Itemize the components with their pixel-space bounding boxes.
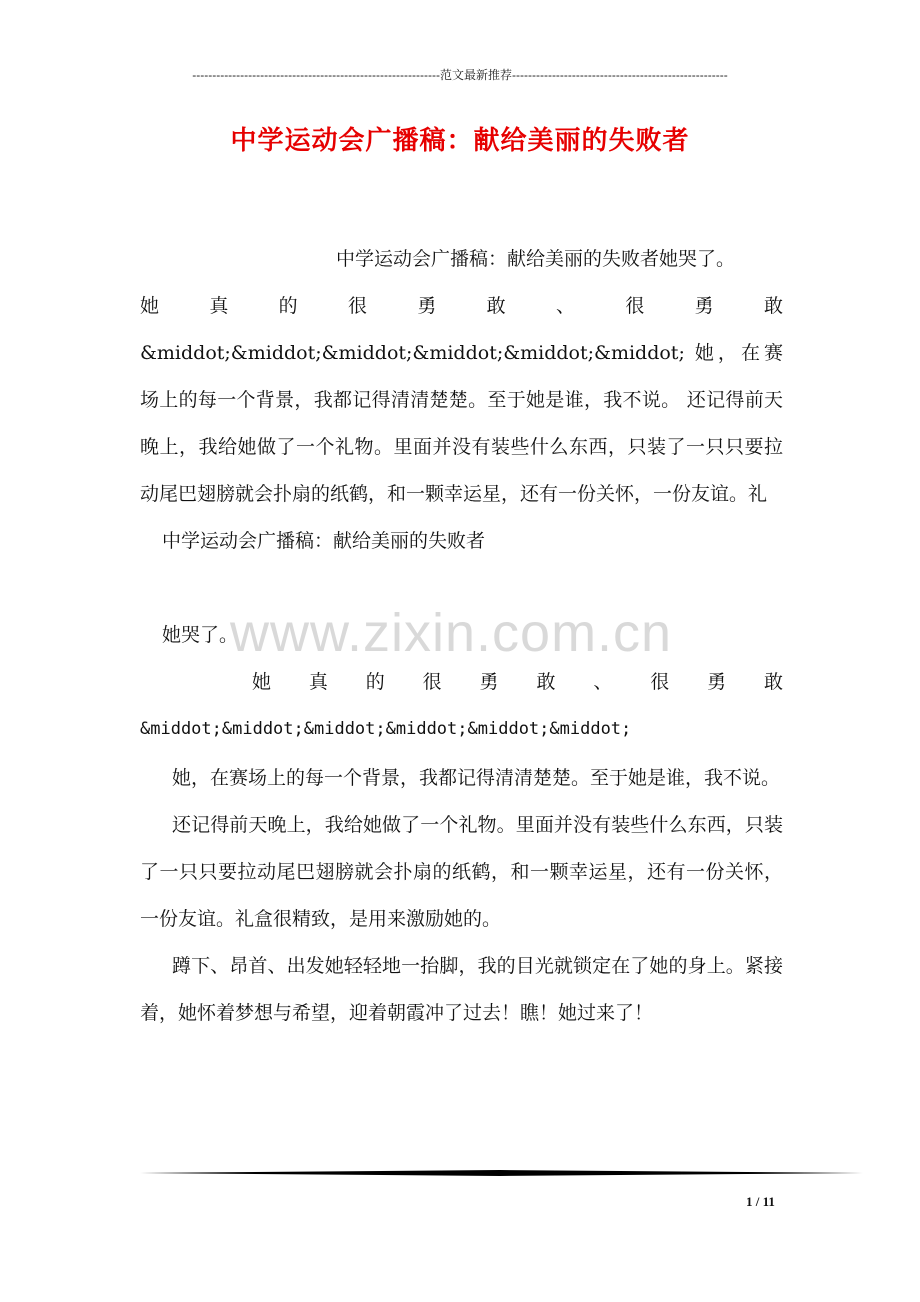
paragraph: 她，在赛场上的每一个背景，我都记得清清楚楚。至于她是谁，我不说。 — [172, 767, 781, 789]
paragraph: 还记得前天晚上，我给她做了一个礼物。里面并没有装些什么东西，只装了一只只要拉动尾巴翅膀就会扑扇的纸鹤，和一颗幸运星，还有一份关怀，一份友谊。礼盒很精致，是用来激励她的。 — [140, 814, 783, 930]
paragraph: 中学运动会广播稿：献给美丽的失败者她哭了。 — [336, 248, 736, 270]
paragraph: 她哭了。 — [162, 624, 239, 646]
paragraph: 她 真 的 很 勇 敢 、 很 勇 敢 — [140, 295, 783, 317]
paragraph: 中学运动会广播稿：献给美丽的失败者 — [162, 530, 486, 552]
watermark: www.zixin.com.cn — [230, 603, 673, 663]
header-banner: --------------------------------------------------------------范文最新推荐------------------------------------------------------ — [192, 68, 728, 82]
footer-divider — [140, 1170, 863, 1176]
paragraph: &middot;&middot;&middot;&middot;&middot;&middot; — [140, 719, 632, 739]
paragraph: 蹲下、昂首、出发她轻轻地一抬脚，我的目光就锁定在了她的身上。紧接着，她怀着梦想与希望，迎着朝霞冲了过去！瞧！她过来了！ — [140, 955, 783, 1024]
document-title: 中学运动会广播稿：献给美丽的失败者 — [230, 126, 690, 156]
document-body — [140, 236, 783, 1037]
page-number: 1 / 11 — [746, 1194, 775, 1209]
paragraph: 她 真 的 很 勇 敢 、 很 勇 敢 — [252, 671, 783, 693]
paragraph: &middot;&middot;&middot;&middot;&middot;&middot; 她，在赛场上的每一个背景，我都记得清清楚楚。至于她是谁，我不说。 还记得前天晚上，我给她做了一个礼物。里面并没有装些什么东西，只装了一只只要拉动尾巴翅膀就会扑扇的纸鹤，和一颗幸运星，还有一份关怀，一份友谊。礼 — [140, 342, 783, 505]
